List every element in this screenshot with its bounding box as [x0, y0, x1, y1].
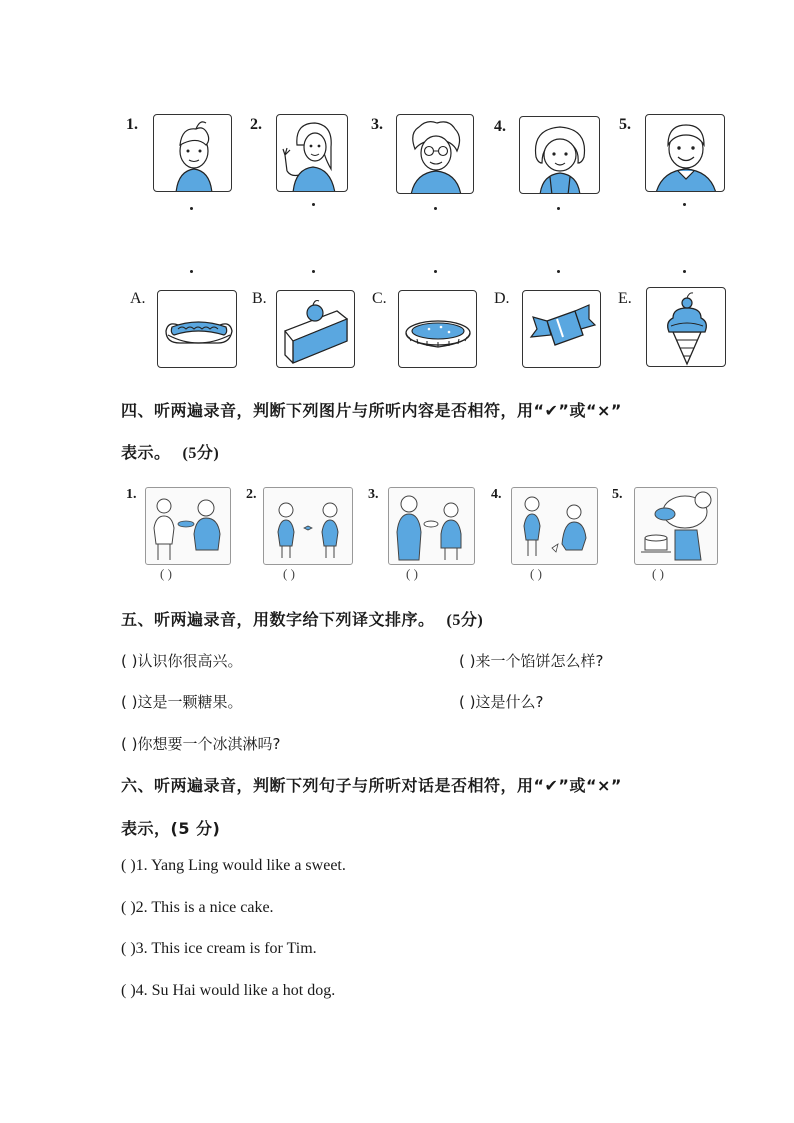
two-girls-candy-icon — [263, 487, 353, 565]
translation-item[interactable]: ( )认识你很高兴。 — [121, 652, 243, 670]
answer-slot-2[interactable]: ( ) — [283, 566, 295, 581]
section-4-title-cont — [121, 440, 219, 463]
sentence-item[interactable]: ( )3. This ice cream is for Tim. — [121, 940, 317, 957]
answer-slot-4[interactable]: ( ) — [530, 566, 542, 581]
match-dot[interactable] — [557, 270, 560, 273]
person-number-2: 2. — [250, 116, 262, 133]
translation-item[interactable]: ( )这是什么? — [459, 693, 544, 711]
section-5-title — [121, 607, 483, 630]
person-number-1: 1. — [126, 116, 138, 133]
food-letter-e: E. — [618, 290, 632, 307]
translation-item[interactable]: ( )来一个馅饼怎么样? — [459, 652, 604, 670]
section-6-title-line1: 六、听两遍录音，判断下列句子与所听对话是否相符，用“✔”或“×” — [121, 776, 622, 795]
mouse-with-cake-icon — [634, 487, 718, 565]
answer-slot-1[interactable]: ( ) — [160, 566, 172, 581]
match-dot[interactable] — [312, 203, 315, 206]
food-letter-a: A. — [130, 290, 146, 307]
section-5-score: (5分) — [446, 612, 484, 629]
ice-cream-icon — [646, 287, 726, 367]
section-4-title-line2: 表示。 — [121, 443, 171, 462]
picture-number-5: 5. — [612, 487, 623, 502]
picture-number-4: 4. — [491, 487, 502, 502]
food-letter-c: C. — [372, 290, 387, 307]
man-giving-hotdog-icon — [388, 487, 475, 565]
section-4-title-line1: 四、听两遍录音，判断下列图片与所听内容是否相符，用“✔”或“×” — [121, 401, 622, 420]
picture-number-3: 3. — [368, 487, 379, 502]
picture-number-2: 2. — [246, 487, 257, 502]
grandma-glasses-icon — [396, 114, 474, 194]
section-5-title-text: 五、听两遍录音，用数字给下列译文排序。 — [121, 610, 435, 629]
sentence-item[interactable]: ( )1. Yang Ling would like a sweet. — [121, 857, 346, 874]
sentence-item[interactable]: ( )2. This is a nice cake. — [121, 899, 274, 916]
person-number-5: 5. — [619, 116, 631, 133]
person-number-4: 4. — [494, 118, 506, 135]
answer-slot-3[interactable]: ( ) — [406, 566, 418, 581]
kids-playing-icon — [511, 487, 598, 565]
girl-short-hair-icon — [519, 116, 600, 194]
match-dot[interactable] — [434, 270, 437, 273]
match-dot[interactable] — [557, 207, 560, 210]
section-4-title — [121, 398, 622, 421]
woman-waving-icon — [276, 114, 348, 192]
picture-number-1: 1. — [126, 487, 137, 502]
section-6-title-line2: 表示，(5 分) — [121, 819, 221, 838]
food-letter-b: B. — [252, 290, 267, 307]
boy-smiling-icon — [645, 114, 725, 192]
match-dot[interactable] — [683, 270, 686, 273]
match-dot[interactable] — [683, 203, 686, 206]
boy-ponytail-icon — [153, 114, 232, 192]
section-6-title — [121, 773, 622, 796]
pie-icon — [398, 290, 477, 368]
match-dot[interactable] — [190, 207, 193, 210]
answer-slot-5[interactable]: ( ) — [652, 566, 664, 581]
person-number-3: 3. — [371, 116, 383, 133]
translation-item[interactable]: ( )这是一颗糖果。 — [121, 693, 243, 711]
sentence-item[interactable]: ( )4. Su Hai would like a hot dog. — [121, 982, 336, 999]
sweet-candy-icon — [522, 290, 601, 368]
section-4-score: (5分) — [182, 445, 220, 462]
match-dot[interactable] — [312, 270, 315, 273]
kids-sharing-food-icon — [145, 487, 231, 565]
translation-item[interactable]: ( )你想要一个冰淇淋吗? — [121, 735, 281, 753]
cake-slice-icon — [276, 290, 355, 368]
hot-dog-icon — [157, 290, 237, 368]
section-6-title-cont — [121, 816, 220, 839]
food-letter-d: D. — [494, 290, 510, 307]
match-dot[interactable] — [434, 207, 437, 210]
match-dot[interactable] — [190, 270, 193, 273]
